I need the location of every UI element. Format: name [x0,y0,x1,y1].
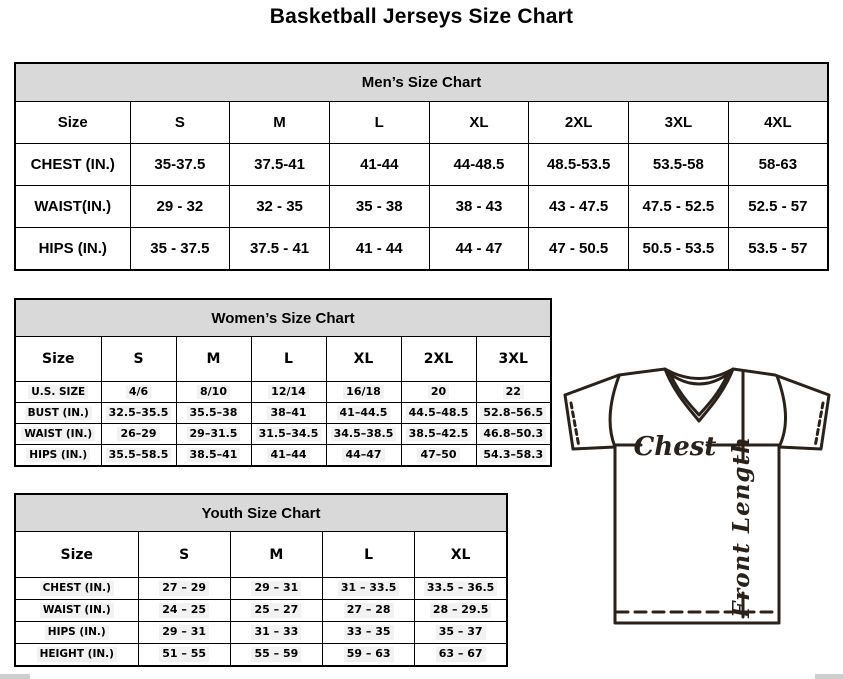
chest-label: Chest [633,432,717,462]
women-value-cell: 32.5–35.5 [101,403,176,424]
women-table-row [15,445,551,467]
men-value-cell: 37.5-41 [230,144,330,186]
women-value-cell: 35.5–58.5 [101,445,176,467]
men-row-label: WAIST(IN.) [15,186,130,228]
women-table-title: Women’s Size Chart [15,299,551,337]
youth-value-cell: 33 – 35 [323,622,415,644]
women-row-label: WAIST (IN.) [15,424,101,445]
women-column-header-s: S [101,337,176,382]
men-value-cell: 48.5-53.5 [529,144,629,186]
mens-size-table [14,62,829,271]
youth-table-row [15,578,507,600]
men-table-title: Men’s Size Chart [15,63,828,102]
youth-row-label: HEIGHT (IN.) [15,644,138,667]
men-column-header-l: L [329,102,429,144]
youth-table-row [15,622,507,644]
women-table-row [15,424,551,445]
women-value-cell: 38.5–42.5 [401,424,476,445]
men-row-label: CHEST (IN.) [15,144,130,186]
men-value-cell: 47.5 - 52.5 [629,186,729,228]
youth-value-cell: 28 – 29.5 [415,600,507,622]
women-value-cell: 4/6 [101,382,176,403]
women-column-header-xl: XL [326,337,401,382]
women-value-cell: 26–29 [101,424,176,445]
women-value-cell: 20 [401,382,476,403]
women-value-cell: 47–50 [401,445,476,467]
jersey-measurement-diagram [557,361,837,633]
youth-value-cell: 55 – 59 [230,644,322,667]
youth-value-cell: 31 – 33 [230,622,322,644]
men-value-cell: 47 - 50.5 [529,228,629,271]
men-column-header-m: M [230,102,330,144]
men-column-header-2xl: 2XL [529,102,629,144]
youth-value-cell: 24 – 25 [138,600,230,622]
youth-column-header-l: L [323,532,415,578]
women-value-cell: 31.5–34.5 [251,424,326,445]
youth-value-cell: 59 – 63 [323,644,415,667]
youth-value-cell: 63 – 67 [415,644,507,667]
men-value-cell: 53.5 - 57 [728,228,828,271]
youth-value-cell: 27 – 29 [138,578,230,600]
youth-row-label: WAIST (IN.) [15,600,138,622]
women-size-header: Size [15,337,101,382]
women-value-cell: 29–31.5 [176,424,251,445]
youth-table-row [15,644,507,667]
men-value-cell: 50.5 - 53.5 [629,228,729,271]
women-value-cell: 38.5–41 [176,445,251,467]
men-value-cell: 44-48.5 [429,144,529,186]
jersey-outline [565,369,829,623]
women-value-cell: 41–44.5 [326,403,401,424]
youth-size-header: Size [15,532,138,578]
women-value-cell: 46.8–50.3 [476,424,551,445]
youth-value-cell: 35 – 37 [415,622,507,644]
men-value-cell: 38 - 43 [429,186,529,228]
women-table-row [15,382,551,403]
scrollbar-fragment-right[interactable] [815,674,843,679]
women-row-label: HIPS (IN.) [15,445,101,467]
women-table-row [15,403,551,424]
women-value-cell: 12/14 [251,382,326,403]
women-value-cell: 34.5–38.5 [326,424,401,445]
youth-row-label: CHEST (IN.) [15,578,138,600]
youth-column-header-s: S [138,532,230,578]
men-value-cell: 32 - 35 [230,186,330,228]
men-table-row [15,186,828,228]
men-value-cell: 43 - 47.5 [529,186,629,228]
men-value-cell: 29 - 32 [130,186,230,228]
women-column-header-2xl: 2XL [401,337,476,382]
women-value-cell: 22 [476,382,551,403]
men-value-cell: 35-37.5 [130,144,230,186]
women-column-header-3xl: 3XL [476,337,551,382]
women-column-header-l: L [251,337,326,382]
youth-column-header-xl: XL [415,532,507,578]
youth-table-row [15,600,507,622]
men-size-header: Size [15,102,130,144]
men-value-cell: 44 - 47 [429,228,529,271]
women-value-cell: 44.5–48.5 [401,403,476,424]
men-column-header-4xl: 4XL [728,102,828,144]
youth-value-cell: 29 – 31 [230,578,322,600]
women-value-cell: 35.5–38 [176,403,251,424]
scrollbar-fragment-left[interactable] [0,674,30,679]
men-value-cell: 58-63 [728,144,828,186]
men-table-row [15,144,828,186]
youth-column-header-m: M [230,532,322,578]
women-column-header-m: M [176,337,251,382]
youth-value-cell: 27 – 28 [323,600,415,622]
men-value-cell: 35 - 38 [329,186,429,228]
youth-table-title: Youth Size Chart [15,494,507,532]
men-table-row [15,228,828,271]
youth-value-cell: 29 – 31 [138,622,230,644]
front-length-label: Front Length [728,436,755,618]
youth-value-cell: 33.5 – 36.5 [415,578,507,600]
men-value-cell: 41 - 44 [329,228,429,271]
women-value-cell: 8/10 [176,382,251,403]
womens-size-table [14,298,552,467]
women-value-cell: 52.8–56.5 [476,403,551,424]
youth-row-label: HIPS (IN.) [15,622,138,644]
youth-size-table [14,493,508,667]
men-column-header-xl: XL [429,102,529,144]
youth-value-cell: 25 – 27 [230,600,322,622]
men-value-cell: 41-44 [329,144,429,186]
women-row-label: U.S. SIZE [15,382,101,403]
men-value-cell: 35 - 37.5 [130,228,230,271]
women-row-label: BUST (IN.) [15,403,101,424]
women-value-cell: 38–41 [251,403,326,424]
women-value-cell: 44–47 [326,445,401,467]
men-column-header-3xl: 3XL [629,102,729,144]
men-column-header-s: S [130,102,230,144]
women-value-cell: 16/18 [326,382,401,403]
youth-value-cell: 31 – 33.5 [323,578,415,600]
women-value-cell: 41–44 [251,445,326,467]
men-value-cell: 52.5 - 57 [728,186,828,228]
men-row-label: HIPS (IN.) [15,228,130,271]
men-value-cell: 53.5-58 [629,144,729,186]
women-value-cell: 54.3–58.3 [476,445,551,467]
youth-value-cell: 51 – 55 [138,644,230,667]
page-title: Basketball Jerseys Size Chart [269,5,574,28]
men-value-cell: 37.5 - 41 [230,228,330,271]
